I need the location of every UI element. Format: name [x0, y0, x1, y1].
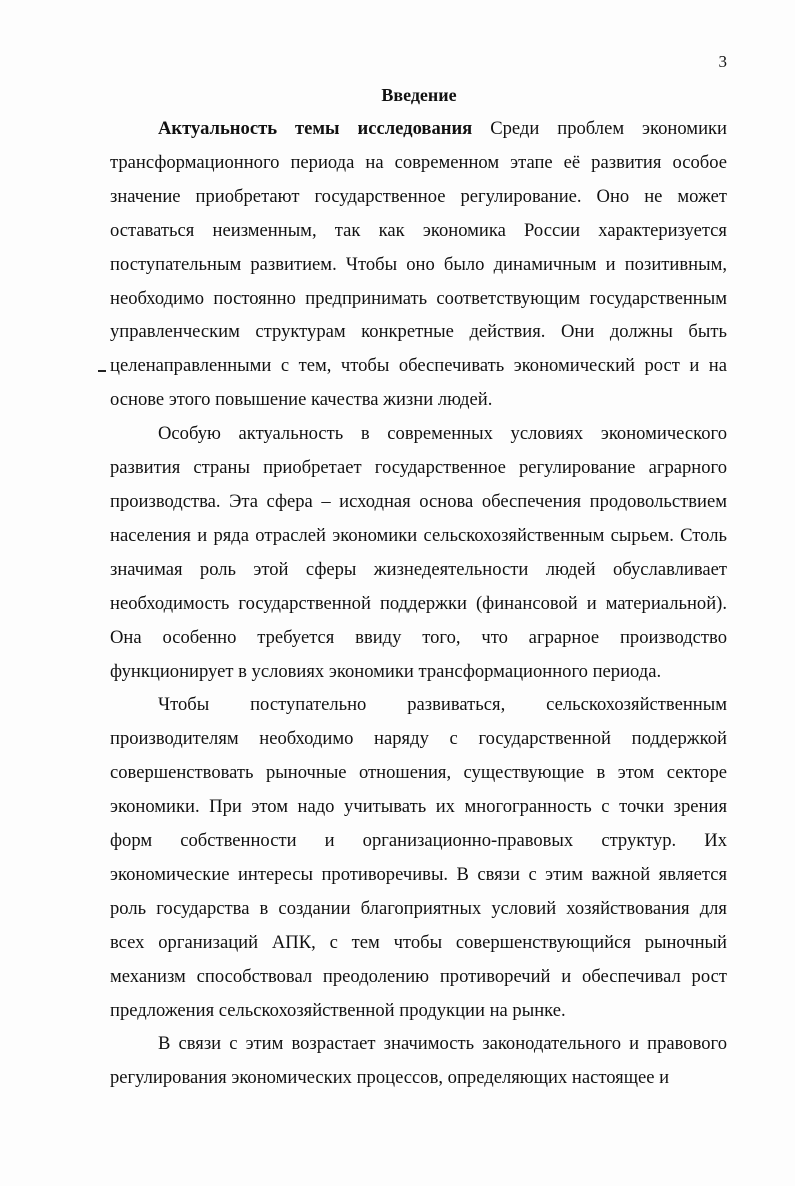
body-text [110, 112, 727, 1095]
paragraph-text: Чтобы поступательно развиваться, сельскохозяйственным производителям необходимо наряду с государственной поддержкой совершенствовать рыночные отношения, существующие в этом секторе экономики. При этом надо учитывать их многогранность с точки зрения форм собственности и организационно-правовых структур. Их экономические интересы противоречивы. В связи с этим важной является роль государства в создании благоприятных условий хозяйствования для всех организаций АПК, с тем чтобы совершенствующийся рыночный механизм способствовал преодолению противоречий и обеспечивал рост предложения сельскохозяйственной продукции на рынке. [110, 694, 727, 1021]
paragraph-2 [110, 417, 727, 688]
page-number: 3 [718, 52, 727, 71]
paragraph-text: Особую актуальность в современных условиях экономического развития страны приобретает государственное регулирование аграрного производства. Эта сфера – исходная основа обеспечения продовольствием населения и ряда отраслей экономики сельскохозяйственным сырьем. Столь значимая роль этой сферы жизнедеятельности людей обуславливает необходимость государственной поддержки (финансовой и материальной). Она особенно требуется ввиду того, что аграрное производство функционирует в условиях экономики трансформационного периода. [110, 423, 727, 682]
paragraph-3 [110, 688, 727, 1027]
paragraph-4 [110, 1027, 727, 1095]
paragraph-text: Среди проблем экономики трансформационного периода на современном этапе её развития особое значение приобретают государственное регулирование. Оно не может оставаться неизменным, так как экономика России характеризуется поступательным развитием. Чтобы оно было динамичным и позитивным, необходимо постоянно предпринимать соответствующим государственным управленческим структурам конкретные действия. Они должны быть целенаправленными с тем, чтобы обеспечивать экономический рост и на основе этого повышение качества жизни людей. [110, 118, 728, 411]
margin-mark [98, 370, 106, 372]
page-title: Введение [381, 85, 457, 105]
paragraph-lead: Актуальность темы исследования [158, 118, 473, 139]
paragraph-text: В связи с этим возрастает значимость законодательного и правового регулирования экономических процессов, определяющих настоящее и [110, 1033, 727, 1089]
paragraph-1 [110, 112, 727, 417]
